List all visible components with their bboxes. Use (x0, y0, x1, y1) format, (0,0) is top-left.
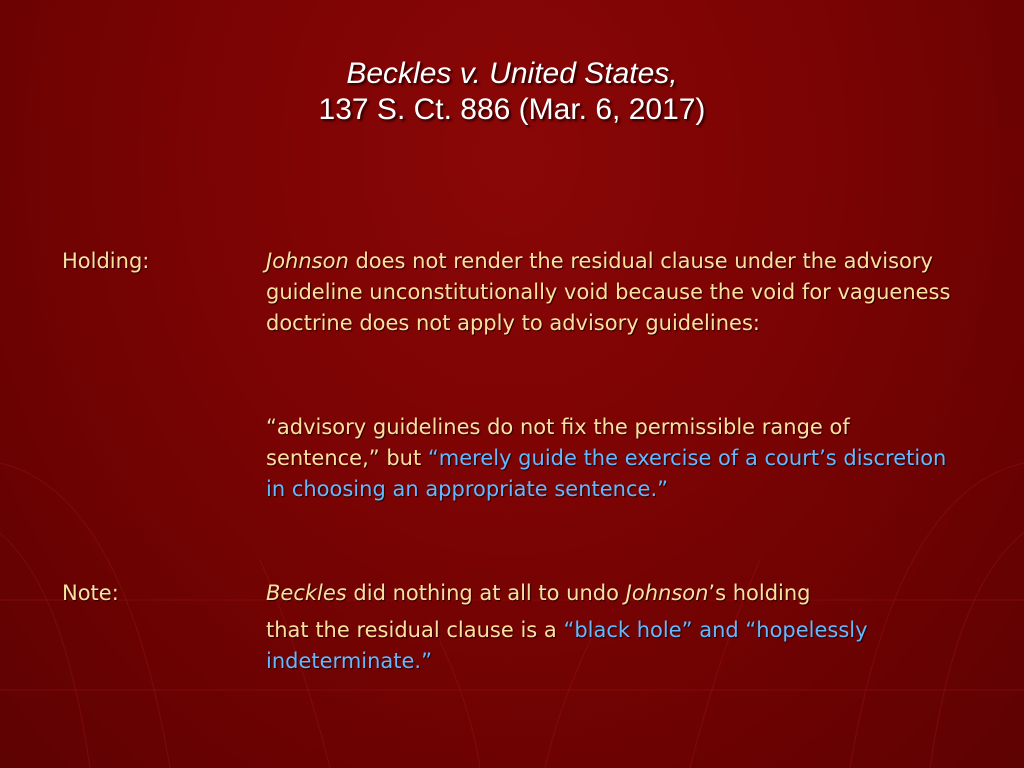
note-text-1: did nothing at all to undo (346, 581, 626, 605)
case-name-johnson: Johnson (266, 249, 349, 273)
holding-label: Holding: (62, 249, 150, 273)
note-label: Note: (62, 581, 119, 605)
note-paragraph-2 (266, 615, 966, 677)
title-case-name: Beckles v. United States, (346, 57, 678, 90)
holding-paragraph-1 (266, 246, 966, 339)
note-text-3: that the residual clause is a (266, 618, 564, 642)
quote-text: “advisory guidelines do not fix the permissible range of sentence,” but (266, 415, 850, 470)
note-line-1 (266, 578, 966, 609)
case-name-johnson-2: Johnson (625, 581, 709, 605)
case-name-beckles: Beckles (266, 581, 347, 605)
note-quote-highlight: “black hole” and “hopelessly indeterminate.” (266, 618, 868, 673)
holding-paragraph-2 (266, 412, 966, 505)
title-citation: 137 S. Ct. 886 (Mar. 6, 2017) (318, 93, 706, 126)
slide-title (0, 56, 1024, 128)
quote-highlight: “merely guide the exercise of a court’s discretion in choosing an appropriate sentence.” (266, 446, 947, 501)
holding-text: does not render the residual clause under the advisory guideline unconstitutionally void because the void for vagueness doctrine does not apply to advisory guidelines: (266, 249, 951, 335)
note-text-2: ’s holding (708, 581, 811, 605)
